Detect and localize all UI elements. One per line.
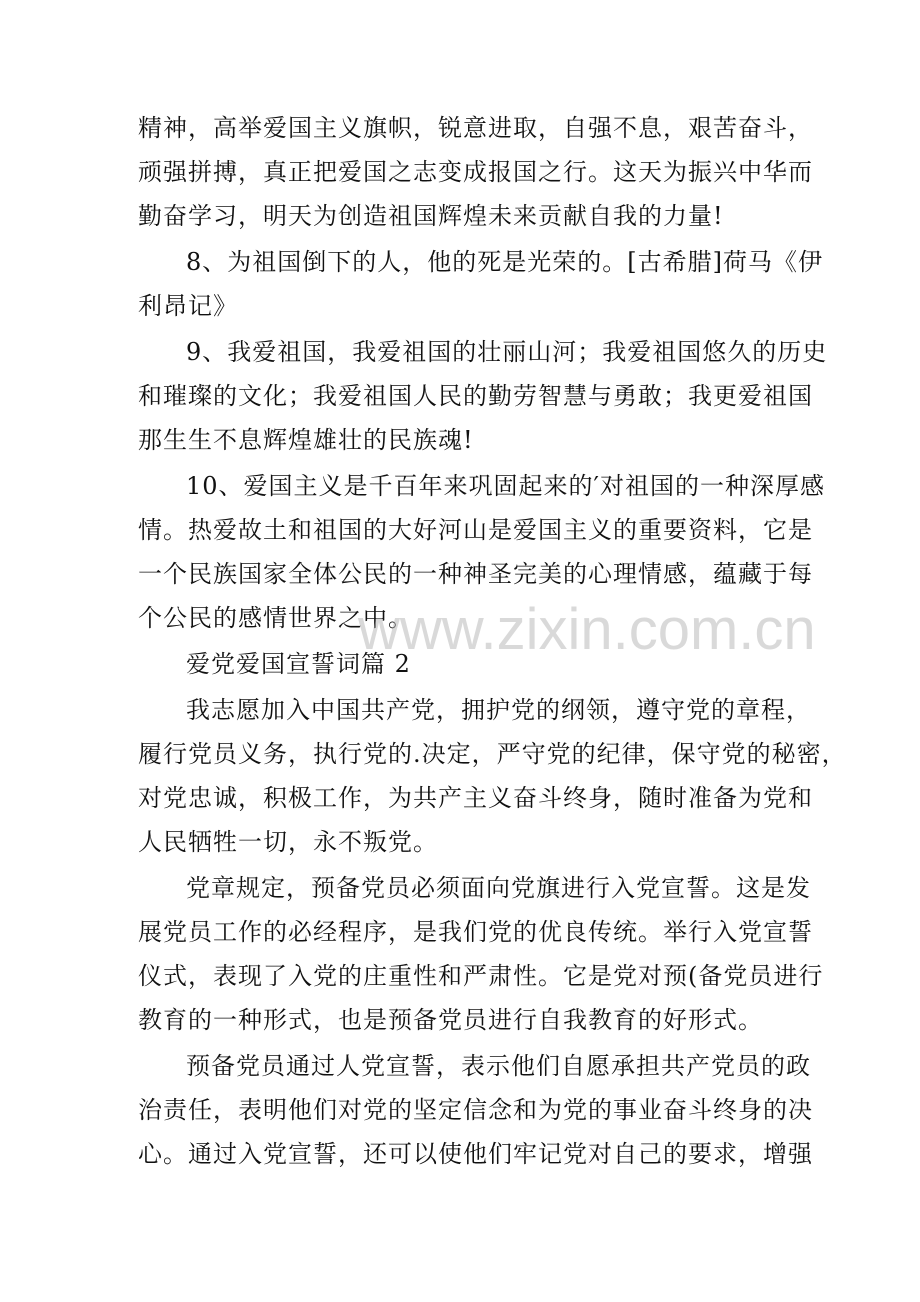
body-text-line: 预备党员通过人党宣誓，表示他们自愿承担共产党员的政 bbox=[186, 1052, 811, 1080]
body-text-line: 对党忠诚，积极工作，为共产主义奋斗终身，随时准备为党和 bbox=[138, 784, 813, 812]
body-text-line: 个公民的感情世界之中。 bbox=[138, 604, 413, 632]
body-text-line: 我志愿加入中国共产党，拥护党的纲领，遵守党的章程， bbox=[186, 696, 811, 724]
body-text-line: 勤奋学习，明天为创造祖国辉煌未来贡献自我的力量! bbox=[138, 202, 724, 230]
body-text-line: 仪式，表现了入党的庄重性和严肃性。它是党对预(备党员进行 bbox=[138, 962, 824, 990]
list-item-9: 9、我爱祖国，我爱祖国的壮丽山河；我爱祖国悠久的历史 bbox=[186, 338, 828, 366]
watermark: www.zixin.com.cn bbox=[358, 597, 816, 662]
body-text-line: 和璀璨的文化；我爱祖国人民的勤劳智慧与勇敢；我更爱祖国 bbox=[138, 382, 813, 410]
body-text-line: 精神，高举爱国主义旗帜，锐意进取，自强不息，艰苦奋斗， bbox=[138, 114, 813, 142]
section-heading: 爱党爱国宣誓词篇 2 bbox=[186, 650, 411, 678]
body-text-line: 履行党员义务，执行党的.决定，严守党的纪律，保守党的秘密， bbox=[138, 740, 847, 768]
body-text-line: 治责任，表明他们对党的坚定信念和为党的事业奋斗终身的决 bbox=[138, 1096, 813, 1124]
body-text-line: 情。热爱故土和祖国的大好河山是爱国主义的重要资料，它是 bbox=[138, 516, 813, 544]
list-item-10: 10、爱国主义是千百年来巩固起来的′对祖国的一种深厚感 bbox=[186, 472, 825, 500]
body-text-line: 心。通过入党宣誓，还可以使他们牢记党对自己的要求，增强 bbox=[138, 1140, 813, 1168]
body-text-line: 教育的一种形式，也是预备党员进行自我教育的好形式。 bbox=[138, 1006, 763, 1034]
list-item-8: 8、为祖国倒下的人，他的死是光荣的。[古希腊]荷马《伊 bbox=[186, 248, 823, 276]
body-text-line: 一个民族国家全体公民的一种神圣完美的心理情感，蕴藏于每 bbox=[138, 560, 813, 588]
body-text-line: 展党员工作的必经程序，是我们党的优良传统。举行入党宣誓 bbox=[138, 918, 813, 946]
body-text-line: 那生生不息辉煌雄壮的民族魂! bbox=[138, 426, 474, 454]
body-text-line: 人民牺牲一切，永不叛党。 bbox=[138, 828, 438, 856]
body-text-line: 顽强拼搏，真正把爱国之志变成报国之行。这天为振兴中华而 bbox=[138, 158, 813, 186]
body-text-line: 利昂记》 bbox=[138, 292, 238, 320]
body-text-line: 党章规定，预备党员必须面向党旗进行入党宣誓。这是发 bbox=[186, 874, 811, 902]
